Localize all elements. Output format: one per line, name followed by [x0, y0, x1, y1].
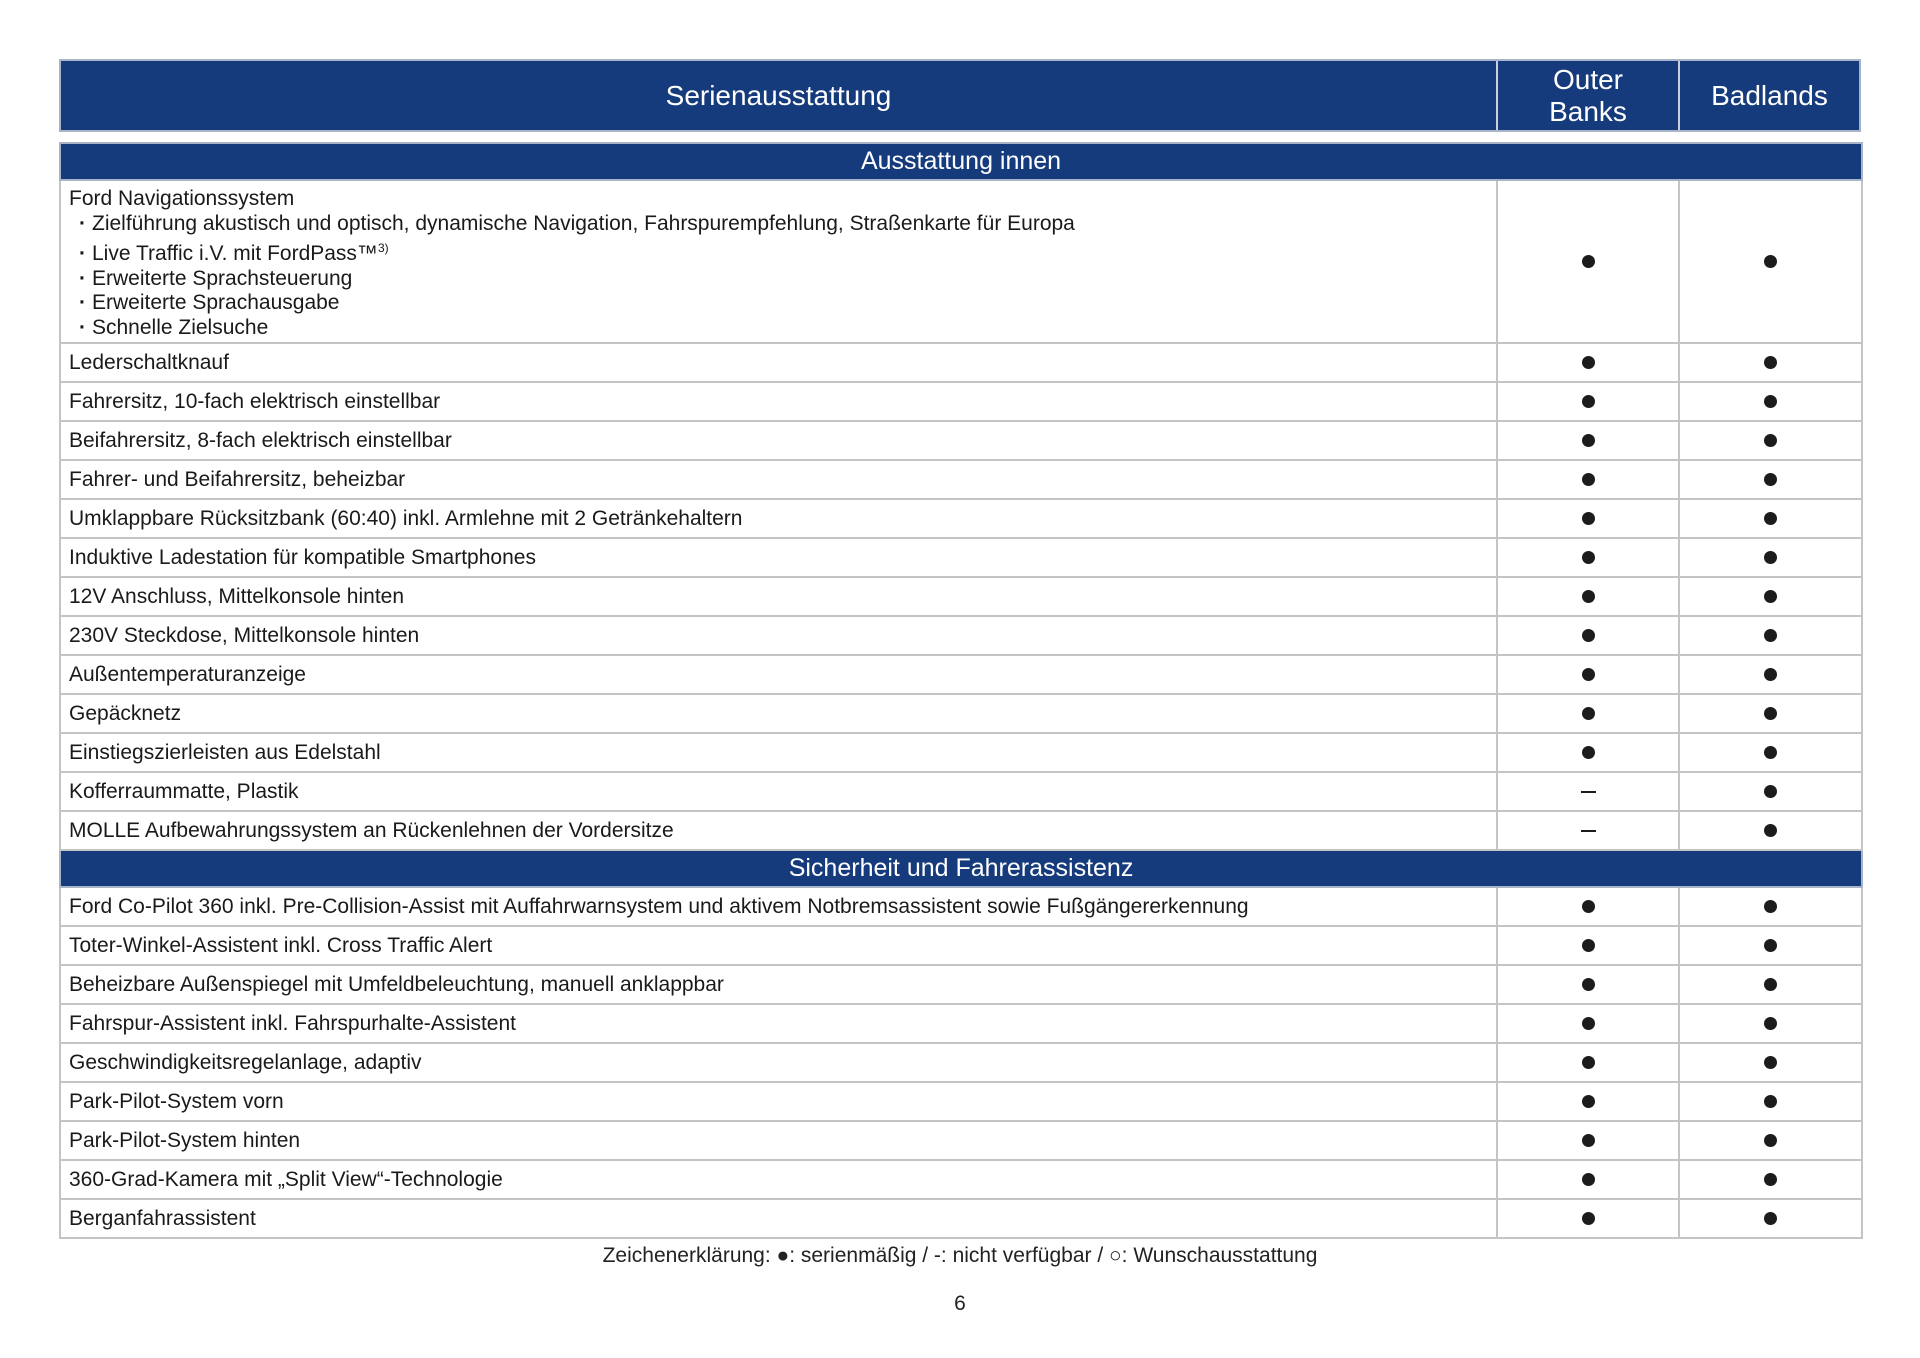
table-row: [60, 421, 1862, 460]
value-cell: [1497, 733, 1679, 772]
equipment-table: [59, 142, 1863, 1239]
dot-icon: [1582, 434, 1595, 447]
dot-icon: [1764, 356, 1777, 369]
table-row: [60, 733, 1862, 772]
value-cell: [1497, 811, 1679, 850]
dot-icon: [1582, 1173, 1595, 1186]
table-row: [60, 1199, 1862, 1238]
section-header: [60, 143, 1862, 180]
dot-icon: [1582, 1134, 1595, 1147]
value-cell: [1679, 499, 1862, 538]
value-cell: [1497, 1082, 1679, 1121]
feature-label: Beifahrersitz, 8-fach elektrisch einstellbar: [60, 421, 1497, 460]
feature-label: Ford Co-Pilot 360 inkl. Pre-Collision-Assist mit Auffahrwarnsystem und aktivem Notbremsassistent sowie Fußgängererkennung: [60, 887, 1497, 926]
value-cell: [1679, 616, 1862, 655]
table-row: [60, 538, 1862, 577]
dash-icon: [1581, 830, 1596, 832]
value-cell: [1497, 421, 1679, 460]
dot-icon: [1764, 512, 1777, 525]
feature-label: Toter-Winkel-Assistent inkl. Cross Traffic Alert: [60, 926, 1497, 965]
feature-label: Park-Pilot-System hinten: [60, 1121, 1497, 1160]
feature-sub-item: · Erweiterte Sprachausgabe: [69, 291, 1496, 316]
dot-icon: [1582, 1017, 1595, 1030]
table-row: [60, 1160, 1862, 1199]
dot-icon: [1764, 1056, 1777, 1069]
feature-label: 360-Grad-Kamera mit „Split View“-Technologie: [60, 1160, 1497, 1199]
value-cell: [1497, 965, 1679, 1004]
value-cell: [1679, 965, 1862, 1004]
dot-icon: [1764, 629, 1777, 642]
symbol-legend: Zeichenerklärung: ●: serienmäßig / -: nicht verfügbar / ○: Wunschausstattung: [602, 1244, 1318, 1267]
value-cell: [1497, 616, 1679, 655]
feature-label: Fahrer- und Beifahrersitz, beheizbar: [60, 460, 1497, 499]
feature-sub-item: · Erweiterte Sprachsteuerung: [69, 267, 1496, 292]
table-row: [60, 926, 1862, 965]
table-row: [60, 577, 1862, 616]
table-row: [60, 1082, 1862, 1121]
dot-icon: [1764, 900, 1777, 913]
page-number: 6: [954, 1292, 966, 1315]
value-cell: [1679, 1160, 1862, 1199]
table-row: [60, 772, 1862, 811]
dot-icon: [1582, 939, 1595, 952]
dot-icon: [1764, 785, 1777, 798]
feature-label: Einstiegszierleisten aus Edelstahl: [60, 733, 1497, 772]
table-row: [60, 1004, 1862, 1043]
feature-label: Fahrersitz, 10-fach elektrisch einstellbar: [60, 382, 1497, 421]
value-cell: [1679, 694, 1862, 733]
value-cell: [1497, 538, 1679, 577]
table-row: [60, 811, 1862, 850]
feature-sub-item: · Zielführung akustisch und optisch, dynamische Navigation, Fahrspurempfehlung, Straßenkarte für Europa: [69, 212, 1496, 237]
value-cell: [1679, 772, 1862, 811]
dot-icon: [1764, 978, 1777, 991]
dot-icon: [1764, 395, 1777, 408]
section-title: Ausstattung innen: [60, 143, 1862, 180]
value-cell: [1497, 1121, 1679, 1160]
value-cell: [1497, 343, 1679, 382]
dot-icon: [1582, 1056, 1595, 1069]
value-cell: [1497, 1004, 1679, 1043]
header-title: Serienausstattung: [61, 61, 1498, 130]
dot-icon: [1582, 356, 1595, 369]
dot-icon: [1764, 1212, 1777, 1225]
dot-icon: [1764, 255, 1777, 268]
dash-icon: [1581, 791, 1596, 793]
dot-icon: [1764, 434, 1777, 447]
dot-icon: [1764, 590, 1777, 603]
dot-icon: [1582, 590, 1595, 603]
value-cell: [1679, 1121, 1862, 1160]
value-cell: [1497, 1199, 1679, 1238]
feature-label: Berganfahrassistent: [60, 1199, 1497, 1238]
feature-label: MOLLE Aufbewahrungssystem an Rückenlehnen der Vordersitze: [60, 811, 1497, 850]
feature-cell: [60, 180, 1497, 343]
feature-sub-item: · Live Traffic i.V. mit FordPass™$^{3)}$: [69, 236, 1496, 267]
table-row: [60, 180, 1862, 343]
dot-icon: [1764, 551, 1777, 564]
section-header: [60, 850, 1862, 887]
table-row: [60, 1121, 1862, 1160]
dot-icon: [1764, 473, 1777, 486]
value-cell: [1679, 887, 1862, 926]
value-cell: [1497, 1043, 1679, 1082]
table-row: [60, 382, 1862, 421]
value-cell: [1679, 811, 1862, 850]
feature-label: Lederschaltknauf: [60, 343, 1497, 382]
header-col-outer-banks: Outer Banks: [1498, 61, 1680, 130]
dot-icon: [1582, 1095, 1595, 1108]
value-cell: [1497, 926, 1679, 965]
value-cell: [1679, 421, 1862, 460]
value-cell: [1497, 887, 1679, 926]
feature-label: Induktive Ladestation für kompatible Smartphones: [60, 538, 1497, 577]
value-cell: [1679, 577, 1862, 616]
dot-icon: [1582, 473, 1595, 486]
feature-label: Park-Pilot-System vorn: [60, 1082, 1497, 1121]
dot-icon: [1764, 1017, 1777, 1030]
dot-icon: [1582, 512, 1595, 525]
value-cell: [1497, 460, 1679, 499]
table-row: [60, 1043, 1862, 1082]
value-cell: [1679, 733, 1862, 772]
section-title: Sicherheit und Fahrerassistenz: [60, 850, 1862, 887]
table-row: [60, 343, 1862, 382]
dot-icon: [1764, 668, 1777, 681]
table-row: [60, 499, 1862, 538]
feature-label: Gepäcknetz: [60, 694, 1497, 733]
dot-icon: [1764, 707, 1777, 720]
feature-label: Ford Navigationssystem: [69, 187, 295, 210]
table-row: [60, 965, 1862, 1004]
value-cell: [1497, 655, 1679, 694]
value-cell: [1679, 382, 1862, 421]
value-cell: [1497, 694, 1679, 733]
value-cell: [1679, 538, 1862, 577]
table-row: [60, 616, 1862, 655]
dot-icon: [1582, 668, 1595, 681]
feature-label: 12V Anschluss, Mittelkonsole hinten: [60, 577, 1497, 616]
table-row: [60, 694, 1862, 733]
table-row: [60, 887, 1862, 926]
feature-sub-item: · Schnelle Zielsuche: [69, 316, 1496, 341]
dot-icon: [1582, 395, 1595, 408]
dot-icon: [1764, 746, 1777, 759]
dot-icon: [1582, 978, 1595, 991]
dot-icon: [1764, 939, 1777, 952]
equipment-sheet: [59, 59, 1861, 1239]
value-cell: [1679, 926, 1862, 965]
value-cell: [1497, 382, 1679, 421]
feature-label: Fahrspur-Assistent inkl. Fahrspurhalte-Assistent: [60, 1004, 1497, 1043]
value-cell: [1679, 1082, 1862, 1121]
dot-icon: [1582, 746, 1595, 759]
value-cell: [1679, 655, 1862, 694]
dot-icon: [1764, 1173, 1777, 1186]
dot-icon: [1582, 255, 1595, 268]
value-cell: [1679, 1043, 1862, 1082]
footnote-ref: 3): [377, 241, 389, 255]
value-cell: [1679, 1004, 1862, 1043]
dot-icon: [1582, 900, 1595, 913]
dot-icon: [1764, 1134, 1777, 1147]
dot-icon: [1582, 707, 1595, 720]
dot-icon: [1764, 1095, 1777, 1108]
feature-label: Umklappbare Rücksitzbank (60:40) inkl. Armlehne mit 2 Getränkehaltern: [60, 499, 1497, 538]
table-row: [60, 460, 1862, 499]
value-cell: [1679, 1199, 1862, 1238]
value-cell: [1497, 772, 1679, 811]
dot-icon: [1582, 1212, 1595, 1225]
table-header: [59, 59, 1861, 132]
feature-label: Kofferraummatte, Plastik: [60, 772, 1497, 811]
feature-label: Außentemperaturanzeige: [60, 655, 1497, 694]
value-cell: [1497, 1160, 1679, 1199]
value-cell: [1497, 577, 1679, 616]
dot-icon: [1582, 629, 1595, 642]
value-cell: [1679, 460, 1862, 499]
value-cell: [1679, 343, 1862, 382]
feature-label: Beheizbare Außenspiegel mit Umfeldbeleuchtung, manuell anklappbar: [60, 965, 1497, 1004]
feature-label: Geschwindigkeitsregelanlage, adaptiv: [60, 1043, 1497, 1082]
dot-icon: [1764, 824, 1777, 837]
header-col-badlands: Badlands: [1711, 79, 1828, 111]
value-cell: [1497, 180, 1679, 343]
table-row: [60, 655, 1862, 694]
value-cell: [1497, 499, 1679, 538]
value-cell: [1679, 180, 1862, 343]
feature-label: 230V Steckdose, Mittelkonsole hinten: [60, 616, 1497, 655]
dot-icon: [1582, 551, 1595, 564]
